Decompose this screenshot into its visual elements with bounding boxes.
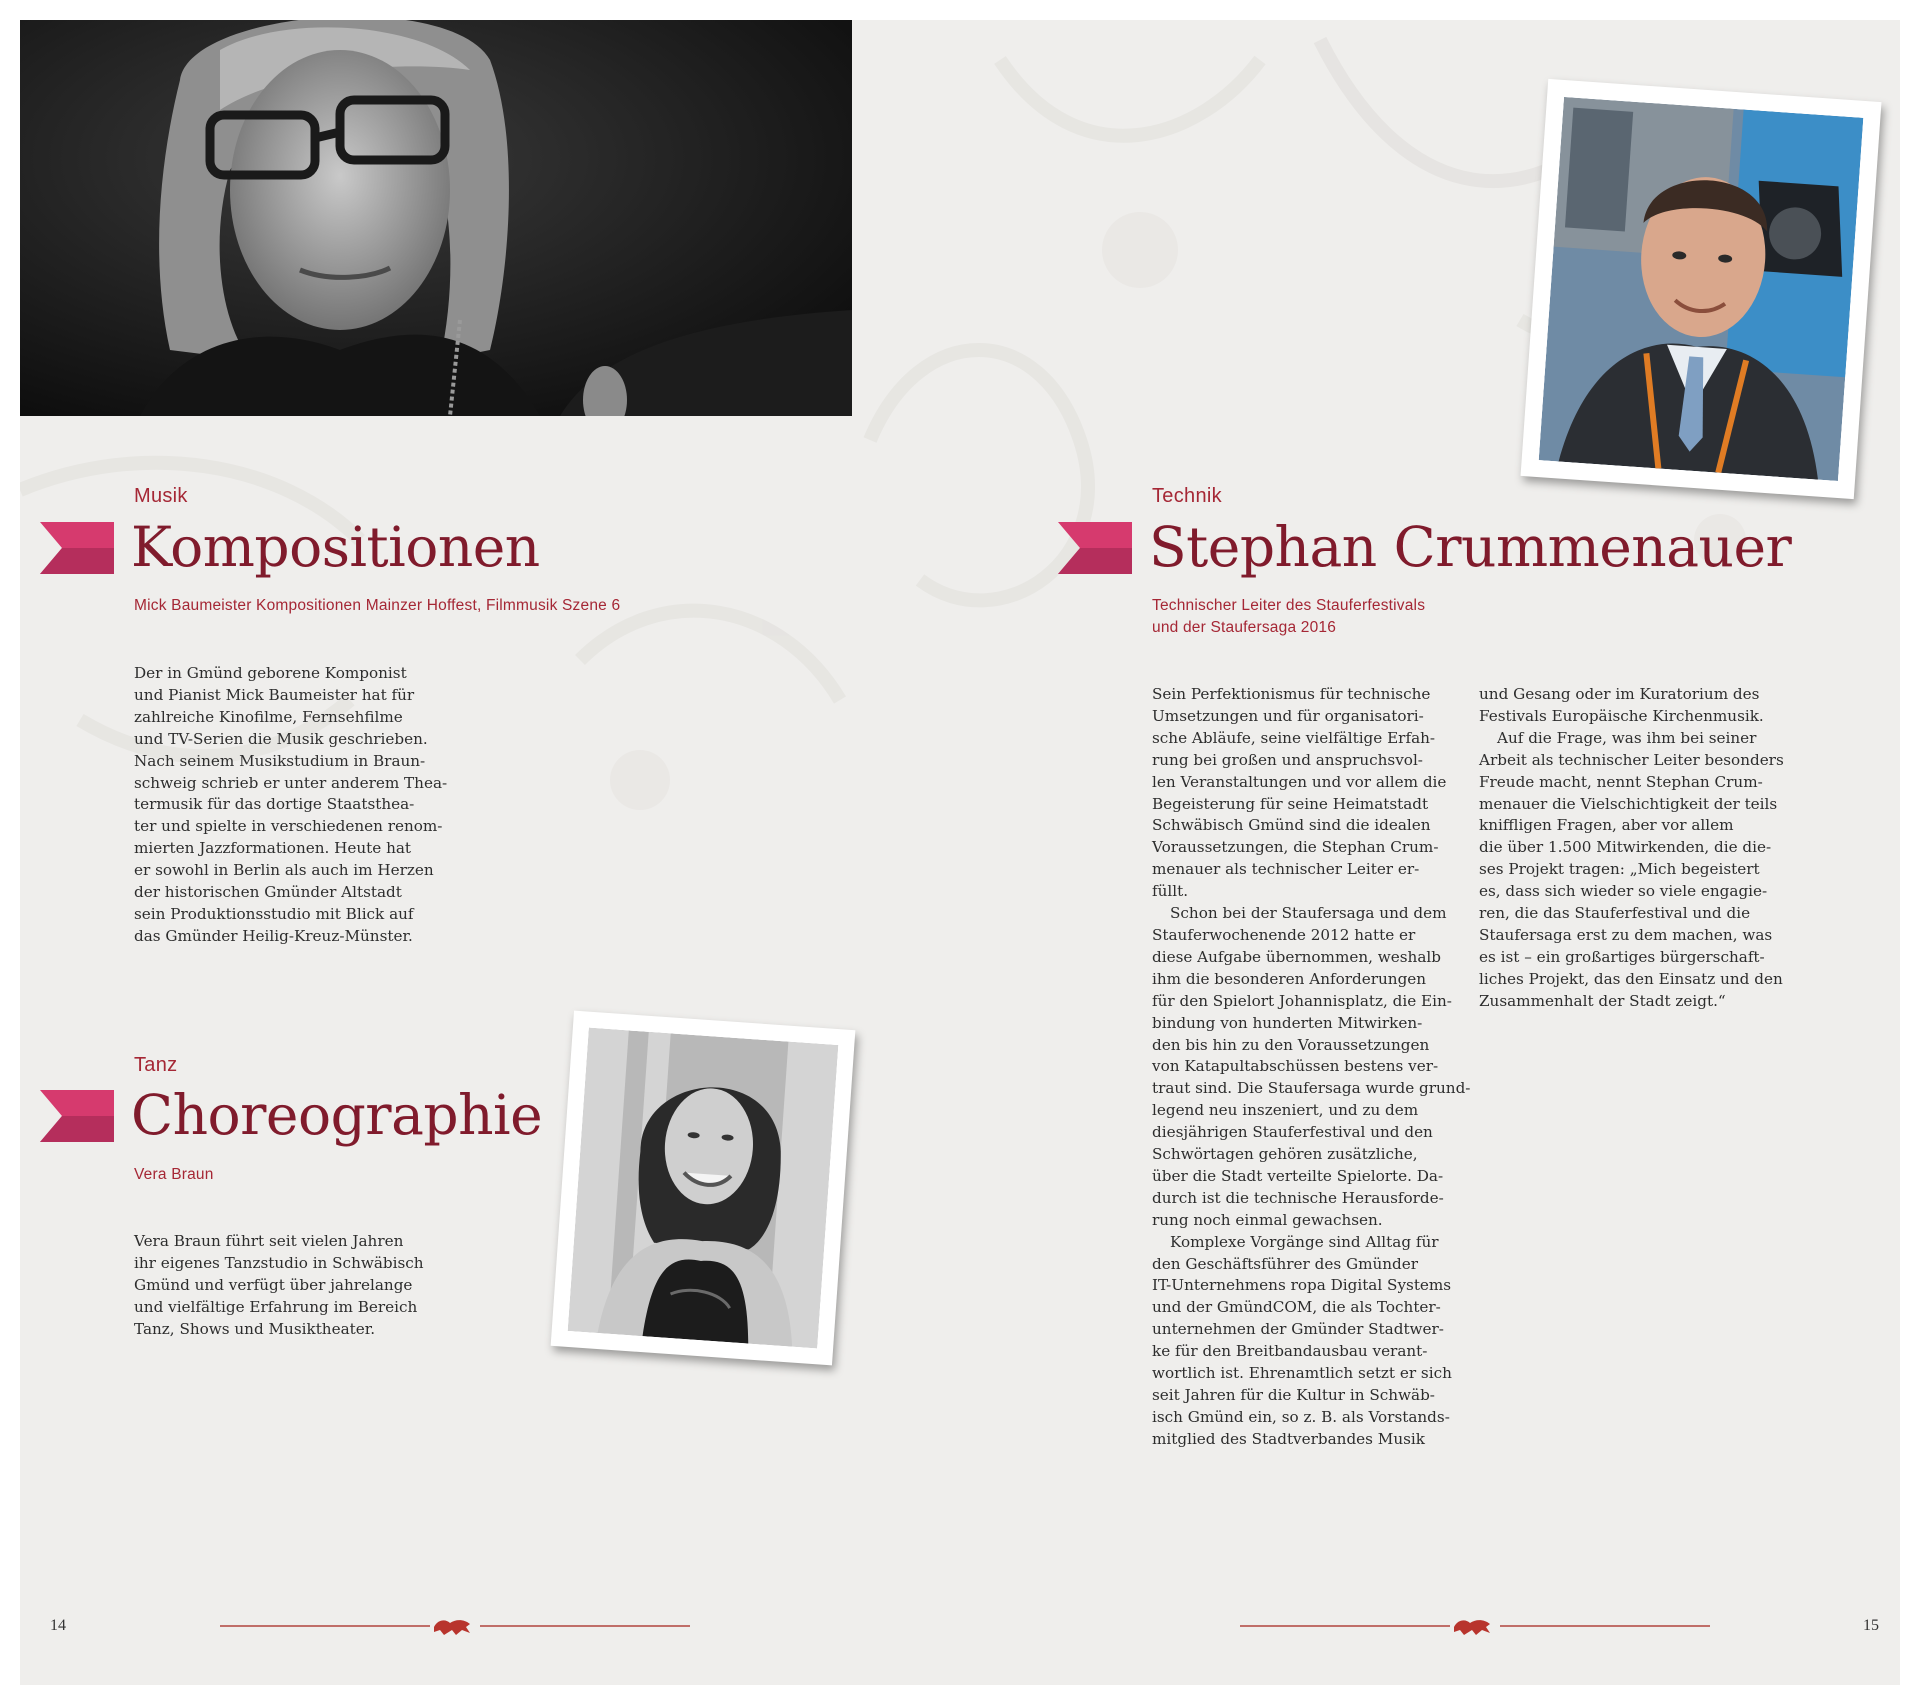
polaroid-photo-vera-braun: [551, 1011, 856, 1366]
subtitle-line: und der Staufersaga 2016: [1152, 619, 1337, 636]
body-line: Stauferwochenende 2012 hatte er: [1152, 925, 1416, 944]
lion-emblem-icon: [1452, 1615, 1492, 1637]
body-line: für den Spielort Johannisplatz, die Ein-: [1152, 991, 1452, 1010]
body-line: mitglied des Stadtverbandes Musik: [1152, 1429, 1425, 1448]
section-kicker-technik: Technik: [1152, 485, 1222, 507]
body-line: bindung von hunderten Mitwirken-: [1152, 1013, 1423, 1032]
body-line: mierten Jazzformationen. Heute hat: [134, 839, 412, 858]
body-line: Begeisterung für seine Heimatstadt: [1152, 794, 1429, 813]
magazine-spread: [20, 20, 1900, 1685]
subtitle-line: Technischer Leiter des Stauferfestivals: [1152, 597, 1426, 614]
body-line: ses Projekt tragen: „Mich begeistert: [1479, 860, 1760, 879]
body-line: und TV-Serien die Musik geschrieben.: [134, 729, 428, 748]
body-line: und Gesang oder im Kuratorium des: [1479, 685, 1760, 703]
body-line: menauer als technischer Leiter er-: [1152, 860, 1420, 879]
body-line: die über 1.500 Mitwirkenden, die die-: [1479, 838, 1772, 857]
polaroid-photo-stephan-crummenauer: [1521, 79, 1882, 499]
footer-rule: [220, 1625, 430, 1627]
body-line: termusik für das dortige Staatsthea-: [134, 795, 415, 814]
body-line: Nach seinem Musikstudium in Braun-: [134, 751, 426, 770]
body-line: Auf die Frage, was ihm bei seiner: [1497, 728, 1757, 747]
footer-rule: [480, 1625, 690, 1627]
footer-rule: [1500, 1625, 1710, 1627]
footer-rule: [1240, 1625, 1450, 1627]
body-line: wortlich ist. Ehrenamtlich setzt er sich: [1152, 1364, 1452, 1383]
vera-illustration: [568, 1028, 839, 1349]
body-line: kniffligen Fragen, aber vor allem: [1479, 816, 1734, 835]
body-line: Schwäbisch Gmünd sind die idealen: [1152, 816, 1431, 835]
body-text-mick: [134, 663, 464, 948]
body-line: von Katapultabschüssen bestens ver-: [1152, 1057, 1439, 1076]
body-line: ren, die das Stauferfestival und die: [1479, 904, 1751, 923]
body-line: Schwörtagen gehören zusätzliche,: [1152, 1145, 1418, 1164]
body-line: und der GmündCOM, die als Tochter-: [1152, 1298, 1441, 1317]
body-line: füllt.: [1152, 882, 1189, 901]
section-kicker-musik: Musik: [134, 485, 188, 507]
body-line: schweig schrieb er unter anderem Thea-: [134, 773, 448, 792]
body-line: unternehmen der Gmünder Stadtwer-: [1152, 1320, 1444, 1339]
body-line: diese Aufgabe übernommen, weshalb: [1152, 947, 1441, 966]
body-line: ke für den Breitbandausbau verant-: [1152, 1342, 1428, 1361]
body-line: Tanz, Shows und Musiktheater.: [134, 1319, 376, 1338]
body-line: den bis hin zu den Voraussetzungen: [1152, 1035, 1430, 1054]
ribbon-icon: [40, 1090, 114, 1142]
ribbon-icon: [1058, 522, 1132, 574]
body-line: Umsetzungen und für organisatori-: [1152, 706, 1424, 725]
body-line: liches Projekt, das den Einsatz und den: [1479, 969, 1783, 988]
stephan-illustration: [1539, 97, 1864, 481]
portrait-photo-mick-baumeister: [20, 20, 852, 416]
body-line: es, dass sich wieder so viele engagie-: [1479, 882, 1768, 901]
section-subtitle-stephan: [1152, 595, 1425, 639]
body-line: Freude macht, nennt Stephan Crum-: [1479, 772, 1763, 791]
section-title-stephan-crummenauer: Stephan Crummenauer: [1149, 515, 1792, 579]
body-line: Gmünd und verfügt über jahrelange: [134, 1275, 413, 1294]
body-line: Staufersaga erst zu dem machen, was: [1479, 925, 1773, 944]
body-line: es ist – ein großartiges bürgerschaft-: [1479, 947, 1765, 966]
page-number-left: 14: [50, 1617, 66, 1634]
body-line: und vielfältige Erfahrung im Bereich: [134, 1297, 418, 1316]
body-line: Zusammenhalt der Stadt zeigt.“: [1479, 991, 1726, 1010]
body-line: Komplexe Vorgänge sind Alltag für: [1170, 1232, 1439, 1251]
section-subtitle-vera: Vera Braun: [134, 1166, 214, 1183]
body-line: rung noch einmal gewachsen.: [1152, 1210, 1383, 1229]
body-line: diesjährigen Stauferfestival und den: [1152, 1123, 1433, 1142]
body-text-stephan-column-2: [1479, 684, 1799, 1013]
body-line: Sein Perfektionismus für technische: [1152, 685, 1431, 703]
body-line: durch ist die technische Herausforde-: [1152, 1188, 1444, 1207]
body-text-vera: [134, 1231, 464, 1341]
section-title-choreographie: Choreographie: [131, 1083, 543, 1147]
body-line: ihm die besonderen Anforderungen: [1152, 969, 1427, 988]
body-line: ihr eigenes Tanzstudio in Schwäbisch: [134, 1253, 424, 1272]
body-line: sein Produktionsstudio mit Blick auf: [134, 904, 414, 923]
body-line: Festivals Europäische Kirchenmusik.: [1479, 706, 1764, 725]
body-line: Voraussetzungen, die Stephan Crum-: [1152, 838, 1439, 857]
body-line: den Geschäftsführer des Gmünder: [1152, 1254, 1419, 1273]
body-line: der historischen Gmünder Altstadt: [134, 883, 402, 902]
portrait-illustration: [20, 20, 852, 416]
page-number-right: 15: [1863, 1617, 1879, 1634]
section-subtitle-mick: Mick Baumeister Kompositionen Mainzer Hoffest, Filmmusik Szene 6: [134, 597, 621, 614]
body-line: das Gmünder Heilig-Kreuz-Münster.: [134, 926, 413, 945]
body-line: legend neu inszeniert, und zu dem: [1152, 1101, 1419, 1120]
body-line: rung bei großen und anspruchsvol-: [1152, 750, 1423, 769]
body-line: Schon bei der Staufersaga und dem: [1170, 904, 1447, 923]
body-line: len Veranstaltungen und vor allem die: [1152, 772, 1447, 791]
body-line: er sowohl in Berlin als auch im Herzen: [134, 861, 434, 880]
body-line: traut sind. Die Staufersaga wurde grund-: [1152, 1079, 1471, 1098]
body-line: menauer die Vielschichtigkeit der teils: [1479, 794, 1778, 813]
section-title-kompositionen: Kompositionen: [131, 515, 540, 579]
lion-emblem-icon: [432, 1615, 472, 1637]
body-line: Der in Gmünd geborene Komponist: [134, 664, 407, 682]
body-line: sche Abläufe, seine vielfältige Erfah-: [1152, 728, 1436, 747]
body-line: zahlreiche Kinofilme, Fernsehfilme: [134, 707, 403, 726]
ribbon-icon: [40, 522, 114, 574]
body-text-stephan-column-1: [1152, 684, 1472, 1451]
body-line: über die Stadt verteilte Spielorte. Da-: [1152, 1166, 1444, 1185]
body-line: und Pianist Mick Baumeister hat für: [134, 685, 415, 704]
section-kicker-tanz: Tanz: [134, 1054, 178, 1076]
body-line: isch Gmünd ein, so z. B. als Vorstands-: [1152, 1407, 1450, 1426]
body-line: Arbeit als technischer Leiter besonders: [1479, 750, 1784, 769]
body-line: Vera Braun führt seit vielen Jahren: [134, 1232, 404, 1250]
body-line: IT-Unternehmens ropa Digital Systems: [1152, 1276, 1452, 1295]
body-line: ter und spielte in verschiedenen renom-: [134, 817, 443, 836]
body-line: seit Jahren für die Kultur in Schwäb-: [1152, 1386, 1435, 1404]
